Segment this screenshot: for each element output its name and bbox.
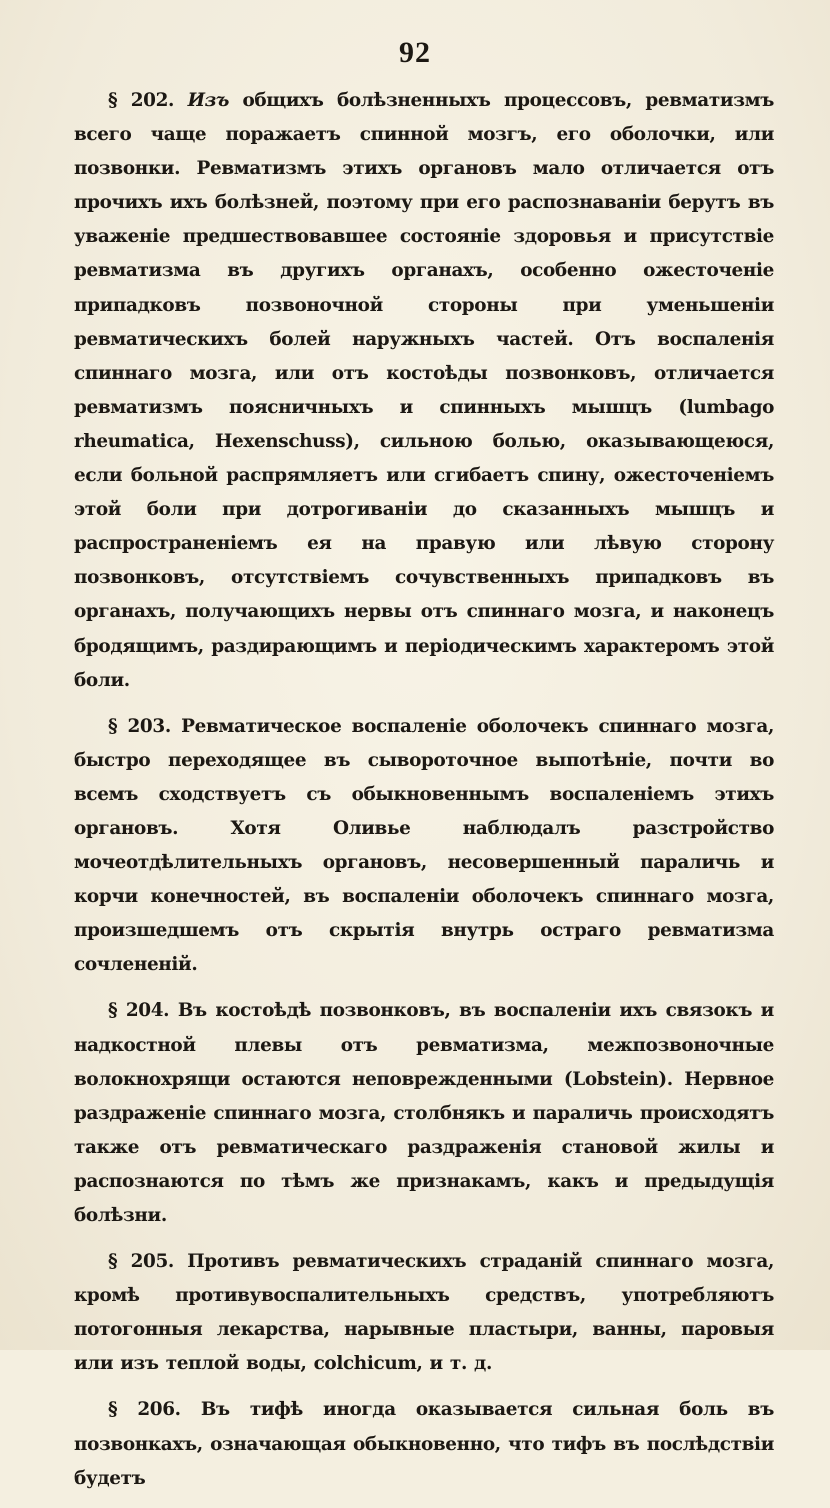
paragraph-204 xyxy=(74,994,774,1233)
paragraph-203 xyxy=(74,710,774,983)
paragraph-text: Въ костоѣдѣ позвонковъ, въ воспаленіи ихъ связокъ и надкостной плевы отъ ревматизма, межпозвоночные волокнохрящи остаются неповрежденными (Lobstein). Нервное раздраженіе спиннаго мозга, столбнякъ и параличь происходятъ также отъ ревматическаго раздраженія становой жилы и распознаются по тѣмъ же признакамъ, какъ и предыдущія болѣзни. xyxy=(74,1000,774,1226)
section-number: § 205. xyxy=(108,1251,174,1273)
section-number: § 203. xyxy=(108,715,171,737)
paragraph-text: Въ тифѣ иногда оказывается сильная боль въ позвонкахъ, означающая обыкновенно, что тифъ въ послѣдствіи будетъ xyxy=(74,1399,774,1489)
page-body xyxy=(74,84,774,1508)
paragraph-205 xyxy=(74,1245,774,1381)
section-number: § 202. xyxy=(108,90,175,111)
paragraph-text: Противъ ревматическихъ страданій спиннаго мозга, кромѣ противувоспалительныхъ средствъ, употребляютъ потогонныя лекарства, нарывные пластыри, ванны, паровыя или изъ теплой воды, colchicum, и т. д. xyxy=(74,1251,774,1375)
page-number: 92 xyxy=(399,36,431,69)
paragraph-text: общихъ болѣзненныхъ процессовъ, ревматизмъ всего чаще поражаетъ спинной мозгъ, его оболочки, или позвонки. Ревматизмъ этихъ органовъ мало отличается отъ прочихъ ихъ болѣзней, поэтому при его распознаваніи берутъ въ уваженіе предшествовавшее состояніе здоровья и присутствіе ревматизма въ другихъ органахъ, особенно ожесточеніе припадковъ позвоночной стороны при уменьшеніи ревматическихъ болей наружныхъ частей. Отъ воспаленія спиннаго мозга, или отъ костоѣды позвонковъ, отличается ревматизмъ поясничныхъ и спинныхъ мышцъ (lumbago rheumatica, Hexenschuss), сильною болью, оказывающеюся, если больной распрямляетъ или сгибаетъ спину, ожесточеніемъ этой боли при дотрогиваніи до сказанныхъ мышцъ и распространеніемъ ея на правую или лѣвую сторону позвонковъ, отсутствіемъ сочувственныхъ припадковъ въ органахъ, получающихъ нервы отъ спиннаго мозга, и наконецъ бродящимъ, раздирающимъ и періодическимъ характеромъ этой боли. xyxy=(74,90,774,691)
paragraph-text: Ревматическое воспаленіе оболочекъ спиннаго мозга, быстро переходящее въ сывороточное выпотѣніе, почти во всемъ сходствуетъ съ обыкновеннымъ воспаленіемъ этихъ органовъ. Хотя Оливье наблюдалъ разстройство мочеотдѣлительныхъ органовъ, несовершенный параличь и корчи конечностей, въ воспаленіи оболочекъ спиннаго мозга, произшедшемъ отъ скрытія внутрь остраго ревматизма сочлененій. xyxy=(74,715,775,976)
paragraph-first-word: Изъ xyxy=(187,90,230,111)
section-number: § 206. xyxy=(108,1399,181,1421)
section-number: § 204. xyxy=(108,1000,170,1022)
paragraph-206 xyxy=(74,1393,774,1495)
paragraph-202 xyxy=(74,84,774,698)
